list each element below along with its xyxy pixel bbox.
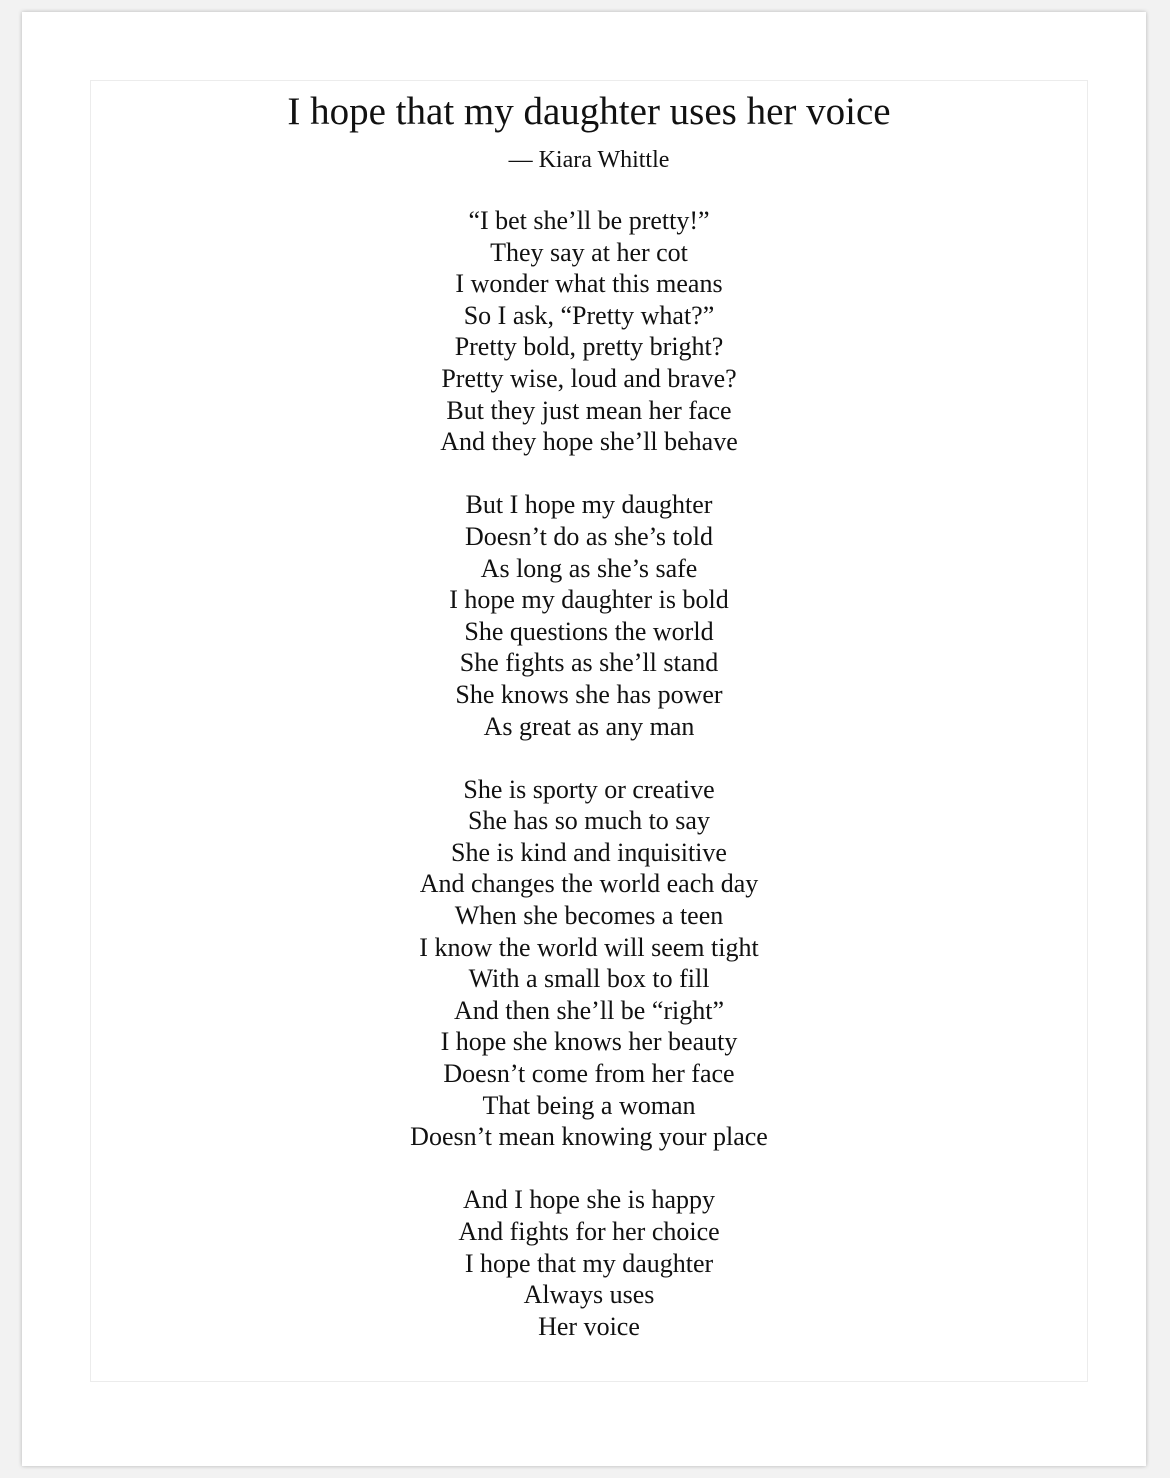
poem-author: — Kiara Whittle	[508, 147, 670, 173]
poem-line: I wonder what this means	[455, 269, 723, 299]
poem-line: But I hope my daughter	[465, 490, 713, 520]
stanza-2	[91, 489, 1087, 742]
poem-line: She has so much to say	[468, 806, 710, 836]
poem-line: And I hope she is happy	[462, 1185, 715, 1215]
poem-line: Doesn’t do as she’s told	[465, 521, 713, 551]
poem-line: I know the world will seem tight	[419, 932, 759, 962]
poem-line: As long as she’s safe	[480, 553, 698, 583]
poem-line: And they hope she’ll behave	[440, 427, 738, 457]
poem-line: Doesn’t come from her face	[443, 1059, 735, 1089]
poem-line: I hope she knows her beauty	[440, 1027, 738, 1057]
poem-line: Pretty wise, loud and brave?	[441, 363, 737, 393]
poem-line: And fights for her choice	[458, 1217, 720, 1246]
poem-line: That being a woman	[482, 1090, 696, 1120]
poem-line: Doesn’t mean knowing your place	[410, 1122, 768, 1152]
poem-line: When she becomes a teen	[454, 901, 724, 931]
poem-line: “I bet she’ll be pretty!”	[468, 206, 710, 235]
poem-line: She knows she has power	[455, 679, 723, 709]
poem-line: And then she’ll be “right”	[453, 995, 725, 1025]
poem-line: Pretty bold, pretty bright?	[454, 332, 724, 362]
poem-title: I hope that my daughter uses her voice	[287, 90, 891, 133]
poem-line: But they just mean her face	[446, 395, 732, 425]
poem-line: She is sporty or creative	[463, 774, 715, 804]
poem-body	[91, 205, 1087, 1342]
poem-frame	[90, 80, 1088, 1382]
poem-line: Always uses	[523, 1280, 655, 1310]
poem-line: She questions the world	[464, 616, 714, 646]
poem-line: She is kind and inquisitive	[451, 837, 727, 867]
document-page	[22, 12, 1146, 1466]
poem-line: I hope that my daughter	[464, 1248, 714, 1278]
stanza-4	[91, 1184, 1087, 1342]
poem-line: Her voice	[538, 1311, 640, 1341]
stanza-1	[91, 205, 1087, 458]
stanza-3	[91, 774, 1087, 1153]
poem-line: As great as any man	[483, 711, 695, 741]
poem-line: I hope my daughter is bold	[449, 585, 729, 615]
poem-line: So I ask, “Pretty what?”	[463, 300, 715, 330]
poem-line: And changes the world each day	[419, 869, 759, 899]
poem-line: With a small box to fill	[468, 964, 710, 994]
poem-line: They say at her cot	[490, 237, 688, 267]
poem-line: She fights as she’ll stand	[459, 648, 719, 678]
